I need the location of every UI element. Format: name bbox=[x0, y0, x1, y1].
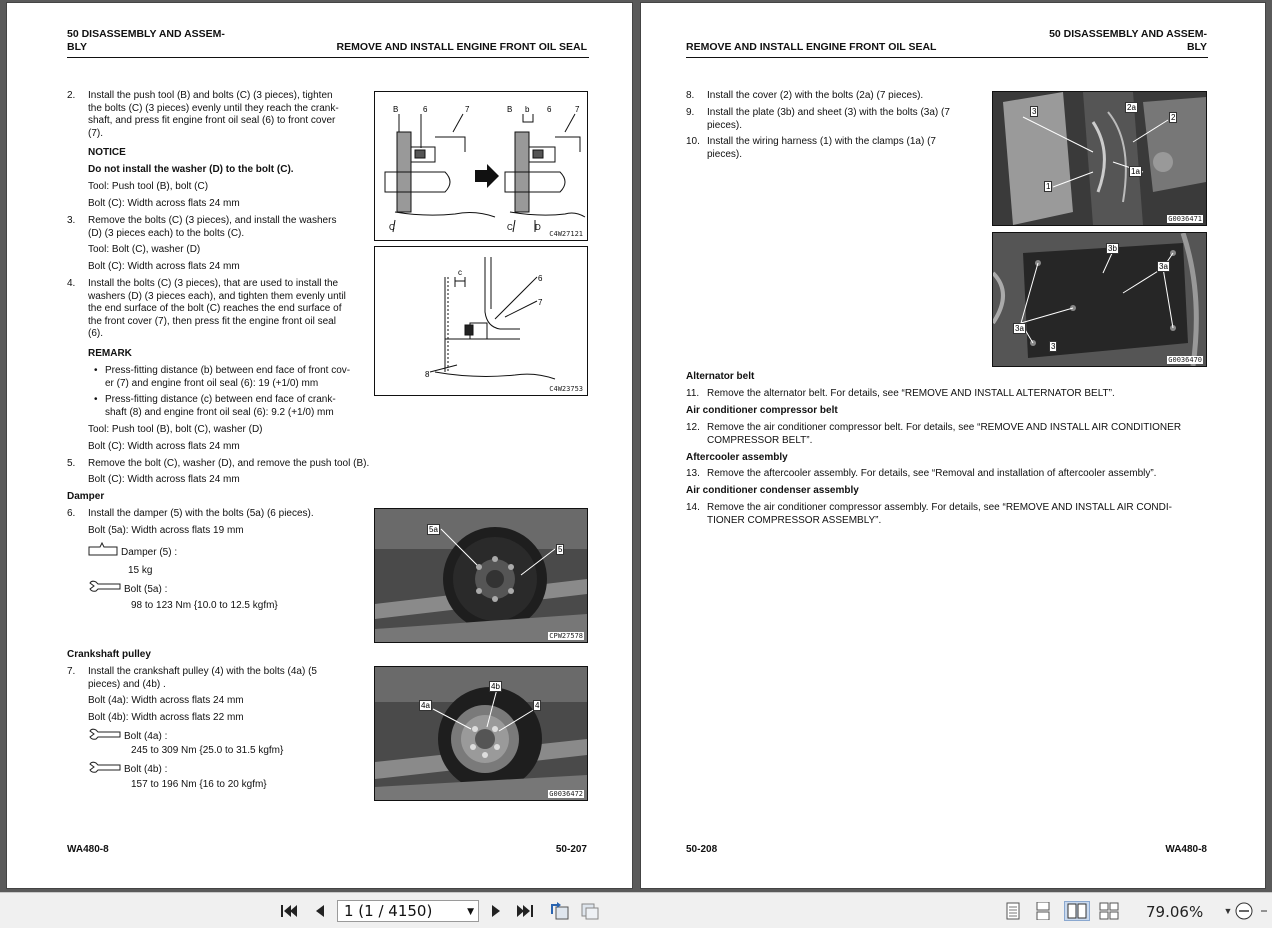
remark-item: Press-fitting distance (b) between end face of front cov- er (7) and engine front oil seal (6): 19 (+1/0) mm bbox=[105, 365, 351, 389]
torque-wrench-icon bbox=[88, 579, 122, 593]
fit-page-icon[interactable] bbox=[580, 901, 600, 921]
pulley-photo-illustration bbox=[375, 667, 587, 800]
header-rule bbox=[67, 57, 589, 58]
figure-label: 6 bbox=[538, 274, 543, 283]
page-number-input[interactable] bbox=[337, 900, 479, 922]
first-page-icon[interactable] bbox=[279, 901, 299, 921]
figure-callout: 2a bbox=[1127, 103, 1136, 112]
figure-callout: 4b bbox=[491, 682, 500, 691]
figure-pulley-photo bbox=[374, 666, 588, 801]
remark-label: REMARK bbox=[88, 348, 132, 359]
figure-push-tool-diagram bbox=[374, 91, 588, 241]
push-tool-drawing bbox=[375, 92, 587, 240]
step-number: 6. bbox=[67, 508, 76, 519]
bolt-line: Bolt (C): Width across flats 24 mm bbox=[88, 198, 240, 209]
page-number-value: 1 (1 / 4150) bbox=[344, 902, 433, 920]
step-number: 8. bbox=[686, 90, 695, 101]
figure-label: 7 bbox=[538, 298, 543, 307]
last-page-icon[interactable] bbox=[515, 901, 535, 921]
step-3-text: Remove the bolts (C) (3 pieces), and install the washers (D) (3 pieces each) to the bolts (C). bbox=[88, 215, 337, 239]
two-page-view-icon[interactable] bbox=[1064, 901, 1090, 921]
step-7-text: Install the crankshaft pulley (4) with the bolts (4a) (5 pieces) and (4b) . bbox=[88, 666, 317, 690]
figure-callout: 5 bbox=[558, 545, 563, 554]
page-footer-number: 50-207 bbox=[555, 844, 587, 855]
figure-callout: 3b bbox=[1108, 244, 1117, 253]
step-number: 3. bbox=[67, 215, 76, 226]
zoom-dropdown-icon[interactable]: ▼ bbox=[1223, 906, 1233, 916]
step-number: 4. bbox=[67, 278, 76, 289]
figure-code: G0036471 bbox=[1168, 215, 1202, 223]
ac-belt-heading: Air conditioner compressor belt bbox=[686, 405, 838, 416]
damper-heading: Damper bbox=[67, 491, 105, 502]
bolt-5a-torque-label: Bolt (5a) : bbox=[124, 584, 168, 595]
tool-line: Tool: Push tool (B), bolt (C), washer (D) bbox=[88, 424, 263, 435]
bolt-4a-torque-value: 245 to 309 Nm {25.0 to 31.5 kgfm} bbox=[131, 745, 284, 756]
figure-code: G0036470 bbox=[1168, 356, 1202, 364]
figure-label: 7 bbox=[575, 105, 580, 114]
figure-label: 6 bbox=[547, 105, 552, 114]
pulley-heading: Crankshaft pulley bbox=[67, 649, 151, 660]
document-page-left bbox=[6, 2, 633, 889]
previous-page-icon[interactable] bbox=[310, 901, 330, 921]
figure-label: B bbox=[393, 105, 399, 114]
tool-line: Tool: Push tool (B), bolt (C) bbox=[88, 181, 209, 192]
page-title: REMOVE AND INSTALL ENGINE FRONT OIL SEAL bbox=[336, 41, 587, 53]
figure-label: C bbox=[507, 223, 513, 232]
figure-callout: 1a bbox=[1131, 167, 1140, 176]
aftercooler-heading: Aftercooler assembly bbox=[686, 452, 788, 463]
zoom-level[interactable]: 79.06% bbox=[1146, 903, 1204, 921]
alternator-heading: Alternator belt bbox=[686, 371, 755, 382]
rotate-view-icon[interactable] bbox=[549, 901, 569, 921]
bolt-line: Bolt (4b): Width across flats 22 mm bbox=[88, 712, 244, 723]
step-number: 12. bbox=[686, 422, 700, 433]
bullet-icon: • bbox=[94, 394, 98, 405]
step-12-text: Remove the air conditioner compressor belt. For details, see “REMOVE AND INSTALL AIR CONDITIONER COMPRESSOR BELT”. bbox=[707, 422, 1182, 446]
figure-callout: 3a bbox=[1159, 262, 1168, 271]
bullet-icon: • bbox=[94, 365, 98, 376]
notice-label: NOTICE bbox=[88, 147, 126, 158]
bolt-4b-torque-label: Bolt (4b) : bbox=[124, 764, 168, 775]
header-rule bbox=[686, 57, 1208, 58]
notice-text: Do not install the washer (D) to the bolt (C). bbox=[88, 164, 294, 175]
plate-photo-illustration bbox=[993, 233, 1206, 366]
step-11-text: Remove the alternator belt. For details, see “REMOVE AND INSTALL ALTERNATOR BELT”. bbox=[707, 388, 1115, 399]
page-title: REMOVE AND INSTALL ENGINE FRONT OIL SEAL bbox=[686, 41, 937, 53]
figure-callout: 3 bbox=[1032, 107, 1037, 116]
step-number: 14. bbox=[686, 502, 700, 513]
bolt-line: Bolt (C): Width across flats 24 mm bbox=[88, 261, 240, 272]
press-fit-drawing bbox=[375, 247, 587, 395]
figure-callout: 4 bbox=[535, 701, 540, 710]
page-footer-model: WA480-8 bbox=[1165, 844, 1207, 855]
continuous-view-icon[interactable] bbox=[1033, 901, 1053, 921]
figure-code: C4W27121 bbox=[549, 230, 583, 238]
page-footer-number: 50-208 bbox=[686, 844, 718, 855]
damper-photo-illustration bbox=[375, 509, 587, 642]
section-header: 50 DISASSEMBLY AND ASSEM- BLY bbox=[67, 28, 225, 53]
figure-press-fit-distance-diagram bbox=[374, 246, 588, 396]
figure-label: C bbox=[389, 223, 395, 232]
step-number: 5. bbox=[67, 458, 76, 469]
viewer-toolbar bbox=[0, 892, 1272, 928]
step-13-text: Remove the aftercooler assembly. For details, see “Removal and installation of aftercooler assembly”. bbox=[707, 468, 1157, 479]
bolt-line: Bolt (4a): Width across flats 24 mm bbox=[88, 695, 244, 706]
condenser-heading: Air conditioner condenser assembly bbox=[686, 485, 859, 496]
figure-label: B bbox=[507, 105, 513, 114]
figure-code: CPW27578 bbox=[549, 632, 583, 640]
figure-callout: 1 bbox=[1046, 182, 1051, 191]
figure-damper-photo bbox=[374, 508, 588, 643]
bolt-line: Bolt (5a): Width across flats 19 mm bbox=[88, 525, 244, 536]
figure-plate-photo bbox=[992, 232, 1207, 367]
step-5-text: Remove the bolt (C), washer (D), and remove the push tool (B). bbox=[88, 458, 370, 469]
document-page-right bbox=[640, 2, 1266, 889]
figure-callout: 2 bbox=[1171, 113, 1176, 122]
figure-label: b bbox=[525, 105, 530, 114]
figure-callout: 4a bbox=[421, 701, 430, 710]
section-header: 50 DISASSEMBLY AND ASSEM- BLY bbox=[1049, 28, 1207, 53]
step-number: 11. bbox=[686, 388, 700, 399]
bolt-line: Bolt (C): Width across flats 24 mm bbox=[88, 474, 240, 485]
step-number: 9. bbox=[686, 107, 695, 118]
figure-cover-photo bbox=[992, 91, 1207, 226]
figure-callout: 5a bbox=[429, 525, 438, 534]
zoom-out-icon[interactable] bbox=[1234, 901, 1254, 921]
bolt-4b-torque-value: 157 to 196 Nm {16 to 20 kgfm} bbox=[131, 779, 267, 790]
figure-callout: 3 bbox=[1051, 342, 1056, 351]
damper-weight-label: Damper (5) : bbox=[121, 547, 178, 558]
bolt-line: Bolt (C): Width across flats 24 mm bbox=[88, 441, 240, 452]
figure-code: C4W23753 bbox=[549, 385, 583, 393]
figure-label: c bbox=[458, 268, 462, 277]
step-2-text: Install the push tool (B) and bolts (C) (3 pieces), tighten the bolts (C) (3 pieces) evenly until they reach the crank- shaft, and press fit engine front oil seal (6) to front cover (7). bbox=[88, 90, 339, 139]
toolbar-more-icon[interactable] bbox=[1256, 901, 1270, 921]
single-page-view-icon[interactable] bbox=[1003, 901, 1023, 921]
page-footer-model: WA480-8 bbox=[67, 844, 109, 855]
step-4-text: Install the bolts (C) (3 pieces), that are used to install the washers (D) (3 pieces each), and tighten them evenly until the end surface of the bolt (C) reaches the end surface of the front cover (7), then press fit the engine front oil seal (6). bbox=[88, 278, 346, 340]
step-10-text: Install the wiring harness (1) with the clamps (1a) (7 pieces). bbox=[707, 136, 936, 160]
weight-icon bbox=[88, 541, 118, 557]
step-6-text: Install the damper (5) with the bolts (5a) (6 pieces). bbox=[88, 508, 314, 519]
figure-label: D bbox=[535, 223, 541, 232]
damper-weight-value: 15 kg bbox=[128, 565, 153, 576]
bolt-5a-torque-value: 98 to 123 Nm {10.0 to 12.5 kgfm} bbox=[131, 600, 278, 611]
figure-label: 6 bbox=[423, 105, 428, 114]
step-number: 13. bbox=[686, 468, 700, 479]
step-8-text: Install the cover (2) with the bolts (2a) (7 pieces). bbox=[707, 90, 924, 101]
torque-wrench-icon bbox=[88, 760, 122, 774]
step-number: 2. bbox=[67, 90, 76, 101]
two-page-continuous-icon[interactable] bbox=[1099, 901, 1119, 921]
tool-line: Tool: Bolt (C), washer (D) bbox=[88, 244, 201, 255]
remark-item: Press-fitting distance (c) between end face of crank- shaft (8) and engine front oil seal (6): 9.2 (+1/0) mm bbox=[105, 394, 336, 418]
torque-wrench-icon bbox=[88, 727, 122, 741]
figure-label: 8 bbox=[425, 370, 430, 379]
figure-callout: 3a bbox=[1015, 324, 1024, 333]
figure-code: G0036472 bbox=[549, 790, 583, 798]
bolt-4a-torque-label: Bolt (4a) : bbox=[124, 731, 168, 742]
step-number: 7. bbox=[67, 666, 76, 677]
step-number: 10. bbox=[686, 136, 700, 147]
chevron-down-icon[interactable]: ▼ bbox=[467, 907, 474, 917]
figure-label: 7 bbox=[465, 105, 470, 114]
step-14-text: Remove the air conditioner compressor assembly. For details, see “REMOVE AND INSTALL AIR CONDI- TIONER COMPRESSOR ASSEMBLY”. bbox=[707, 502, 1172, 526]
next-page-icon[interactable] bbox=[486, 901, 506, 921]
step-9-text: Install the plate (3b) and sheet (3) with the bolts (3a) (7 pieces). bbox=[707, 107, 950, 131]
